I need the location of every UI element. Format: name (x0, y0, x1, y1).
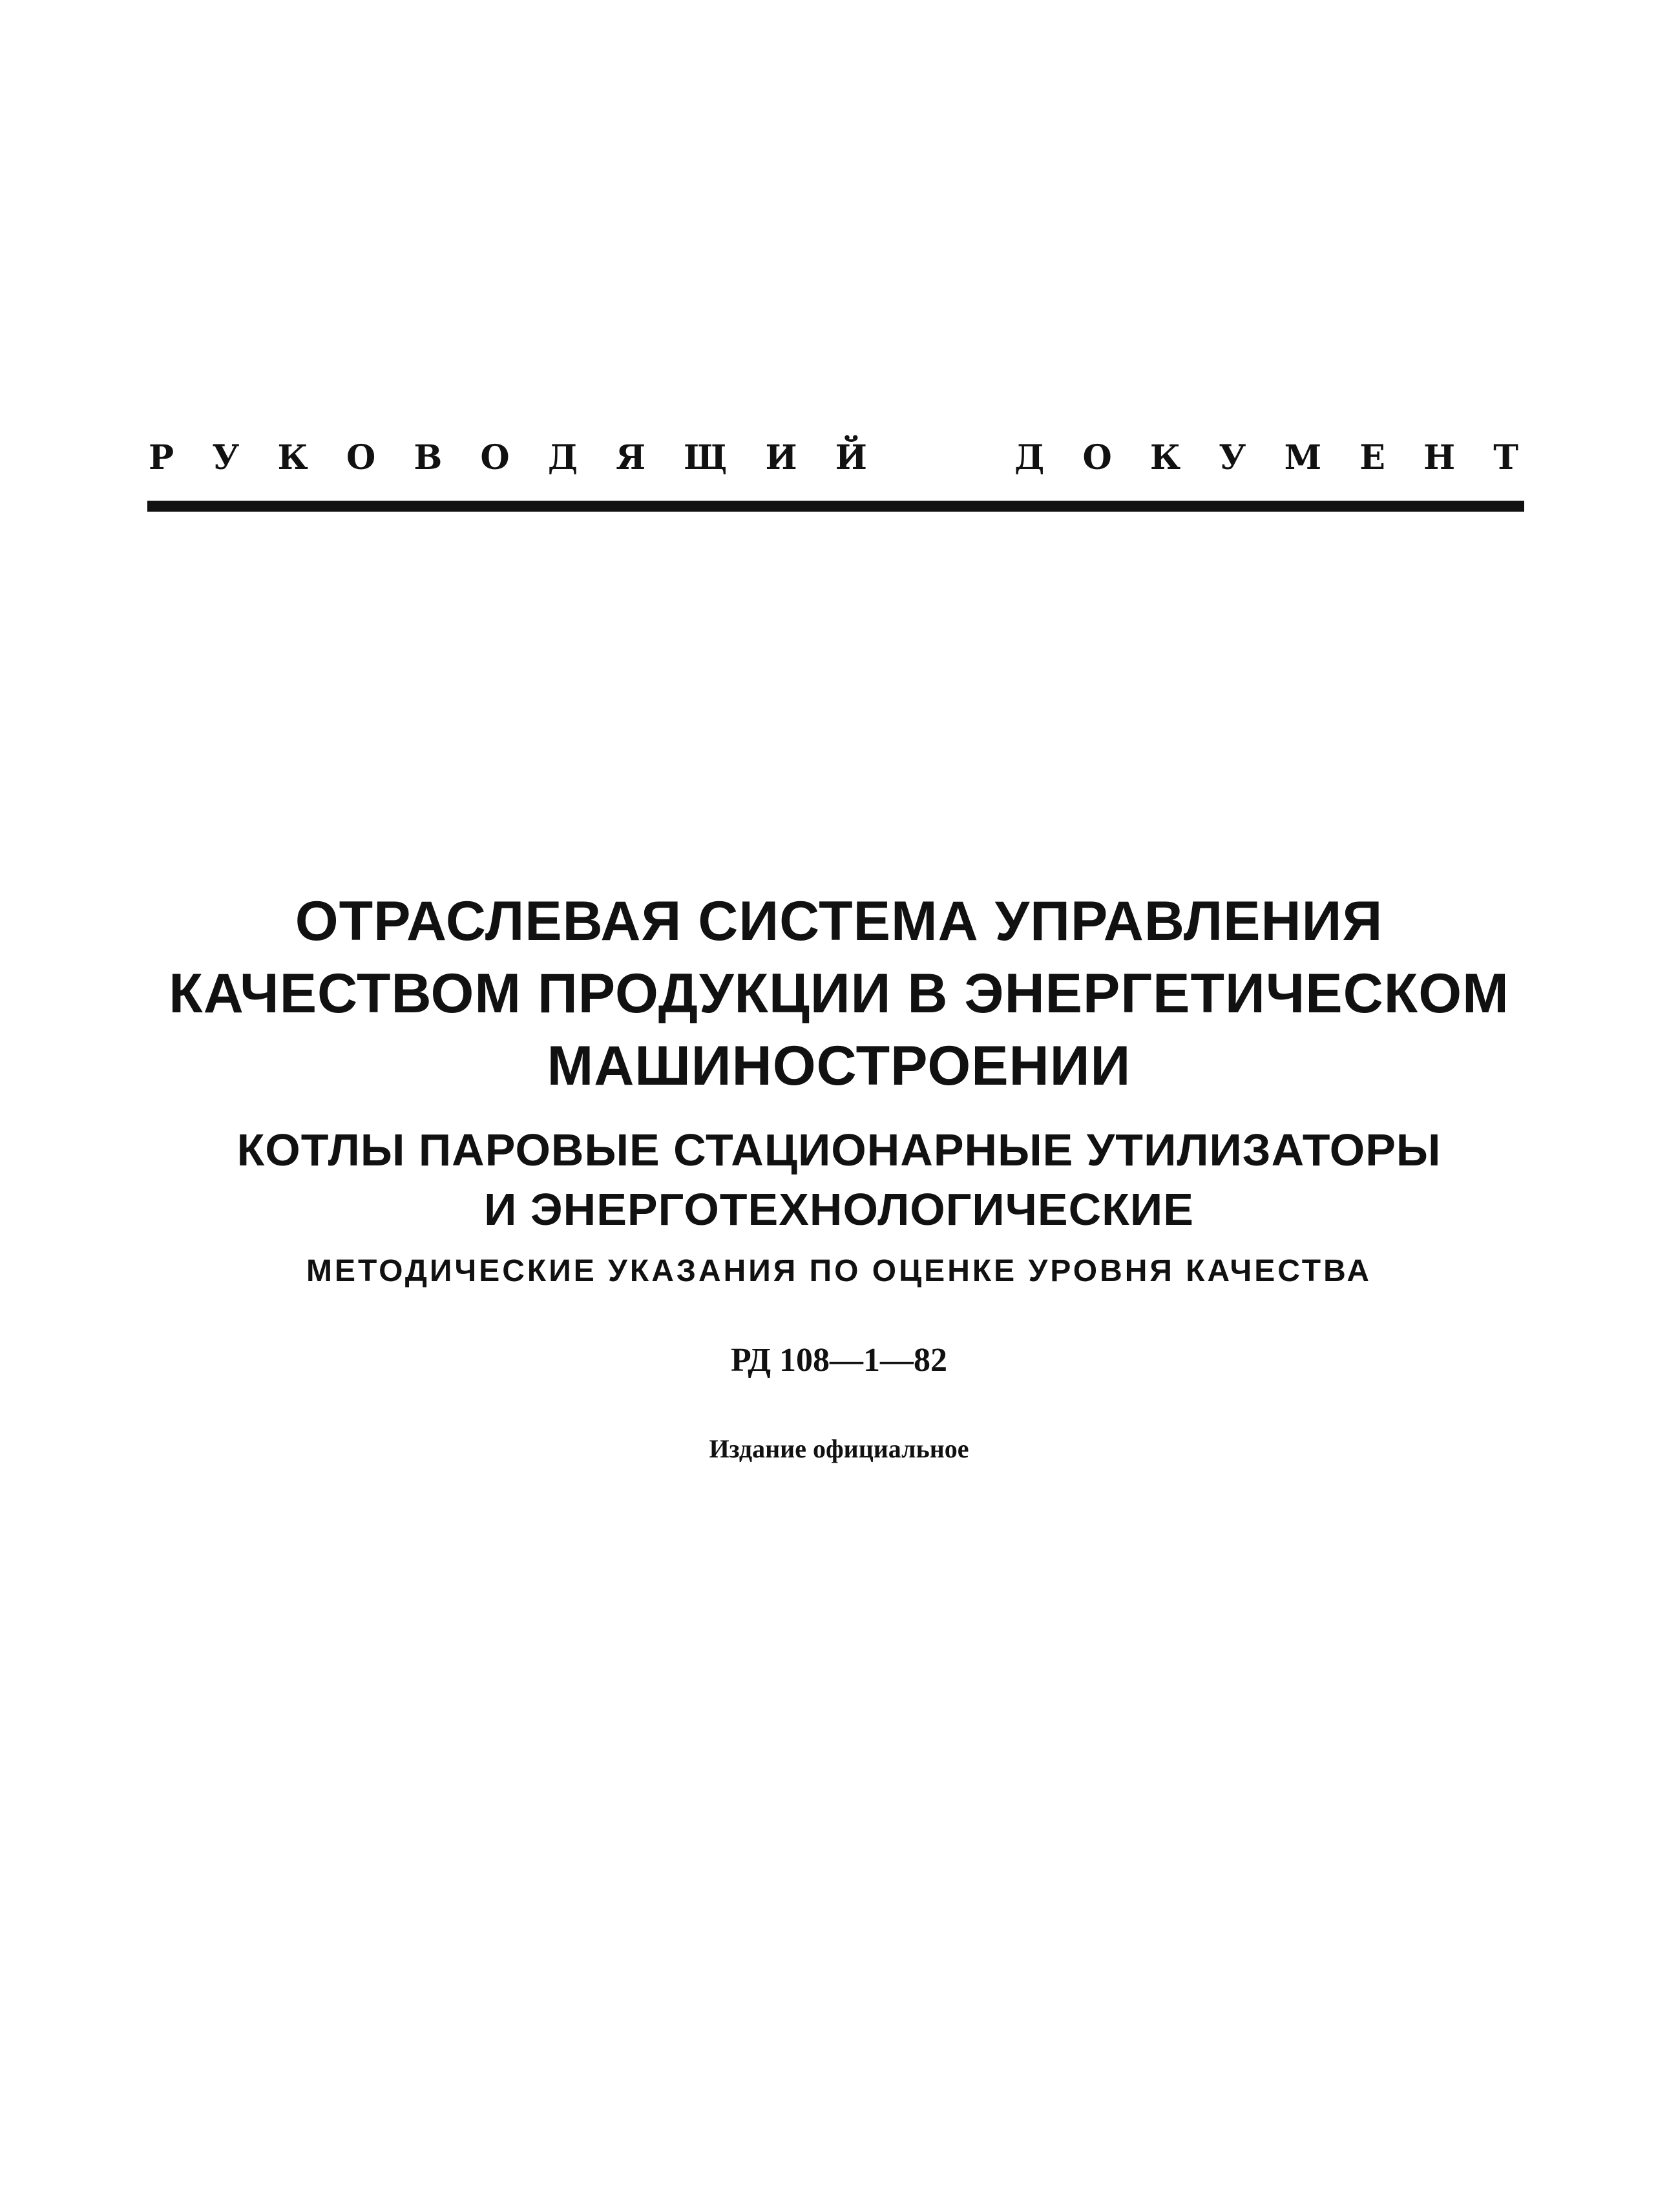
header-letter: Д (547, 437, 578, 477)
subtitle-line: КОТЛЫ ПАРОВЫЕ СТАЦИОНАРНЫЕ УТИЛИЗАТОРЫ (236, 1125, 1442, 1175)
header-label (149, 432, 1518, 483)
main-title (0, 885, 1678, 1102)
header-letter: Щ (684, 437, 728, 477)
subtitle-line: И ЭНЕРГОТЕХНОЛОГИЧЕСКИЕ (484, 1184, 1194, 1235)
main-title-line: МАШИНОСТРОЕНИИ (547, 1035, 1131, 1097)
header-letter: Е (1359, 437, 1385, 477)
document-code: РД 108—1—82 (731, 1342, 947, 1379)
header-letter: Й (835, 437, 867, 477)
header-letter: У (1219, 437, 1246, 477)
header-letter: Т (1493, 437, 1518, 477)
header-letter: К (1149, 437, 1181, 477)
edition-note: Издание официальное (709, 1434, 969, 1463)
header-letter: И (765, 437, 797, 477)
header-rule (147, 501, 1524, 512)
header-letter: Н (1423, 437, 1456, 477)
main-title-line: КАЧЕСТВОМ ПРОДУКЦИИ В ЭНЕРГЕТИЧЕСКОМ (169, 963, 1509, 1025)
header-letter: Я (616, 437, 646, 477)
header-letter: У (212, 437, 240, 477)
header-letter: Д (1014, 437, 1045, 477)
header-letter: О (346, 437, 376, 477)
title-block (0, 885, 1678, 1465)
main-title-line: ОТРАСЛЕВАЯ СИСТЕМА УПРАВЛЕНИЯ (295, 890, 1383, 952)
header-letter: К (277, 437, 308, 477)
header-letter: М (1284, 437, 1322, 477)
header-letter: О (1082, 437, 1112, 477)
header-letter: О (480, 437, 510, 477)
method-title: МЕТОДИЧЕСКИЕ УКАЗАНИЯ ПО ОЦЕНКЕ УРОВНЯ КАЧЕСТВА (306, 1254, 1372, 1288)
header-letter: В (414, 437, 443, 477)
header-letter: Р (149, 437, 174, 477)
subtitle (0, 1120, 1678, 1239)
